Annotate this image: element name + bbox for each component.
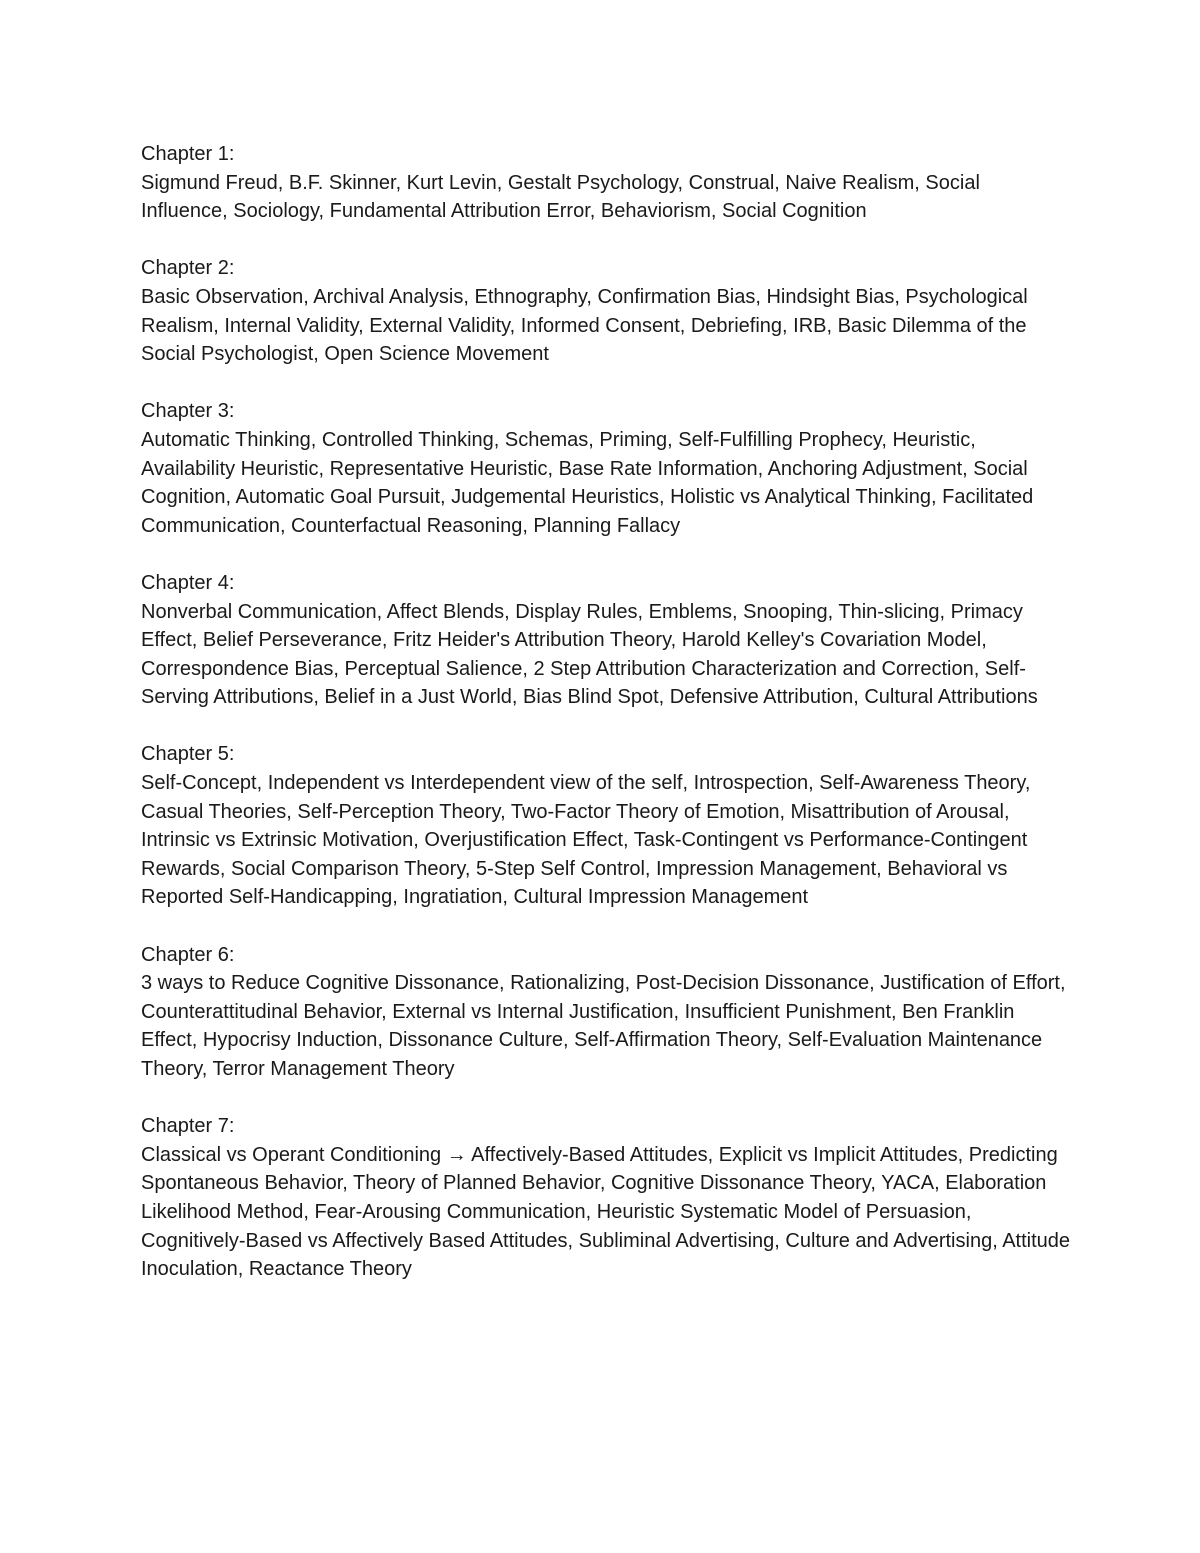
chapter-4-heading: Chapter 4: bbox=[141, 571, 235, 594]
chapter-6-section bbox=[141, 941, 1071, 1084]
chapter-5-section bbox=[141, 740, 1071, 912]
chapter-3-heading: Chapter 3: bbox=[141, 400, 235, 423]
chapter-2-terms: Basic Observation, Archival Analysis, Ethnography, Confirmation Bias, Hindsight Bias, Psychological Realism, Internal Validity, External Validity, Informed Consent, Debriefing, IRB, Basic Dilemma of the Social Psychologist, Open Science Movement bbox=[141, 285, 1028, 366]
chapter-3-terms: Automatic Thinking, Controlled Thinking, Schemas, Priming, Self-Fulfilling Prophecy, Heuristic, Availability Heuristic, Representative Heuristic, Base Rate Information, Anchoring Adjustment, Social Cognition, Automatic Goal Pursuit, Judgemental Heuristics, Holistic vs Analytical Thinking, Facilitated Communication, Counterfactual Reasoning, Planning Fallacy bbox=[141, 428, 1034, 537]
chapter-4-terms: Nonverbal Communication, Affect Blends, Display Rules, Emblems, Snooping, Thin-slicing, Primacy Effect, Belief Perseverance, Fritz Heider's Attribution Theory, Harold Kelley's Covariation Model, Correspondence Bias, Perceptual Salience, 2 Step Attribution Characterization and Correction, Self-Serving Attributions, Belief in a Just World, Bias Blind Spot, Defensive Attribution, Cultural Attributions bbox=[141, 600, 1038, 709]
chapter-4-section bbox=[141, 569, 1071, 712]
chapter-2-heading: Chapter 2: bbox=[141, 257, 235, 280]
chapter-3-section bbox=[141, 397, 1071, 540]
chapter-6-heading: Chapter 6: bbox=[141, 943, 235, 966]
chapter-6-terms: 3 ways to Reduce Cognitive Dissonance, Rationalizing, Post-Decision Dissonance, Justification of Effort, Counterattitudinal Behavior, External vs Internal Justification, Insufficient Punishment, Ben Franklin Effect, Hypocrisy Induction, Dissonance Culture, Self-Affirmation Theory, Self-Evaluation Maintenance Theory, Terror Management Theory bbox=[141, 972, 1066, 1080]
chapter-7-section bbox=[141, 1112, 1071, 1284]
chapter-1-section bbox=[141, 140, 1071, 226]
chapter-1-terms: Sigmund Freud, B.F. Skinner, Kurt Levin, Gestalt Psychology, Construal, Naive Realism, Social Influence, Sociology, Fundamental Attribution Error, Behaviorism, Social Cognition bbox=[141, 171, 980, 223]
chapter-2-section bbox=[141, 254, 1071, 368]
document-body bbox=[141, 140, 1071, 1312]
chapter-5-terms: Self-Concept, Independent vs Interdependent view of the self, Introspection, Self-Awareness Theory, Casual Theories, Self-Perception Theory, Two-Factor Theory of Emotion, Misattribution of Arousal, Intrinsic vs Extrinsic Motivation, Overjustification Effect, Task-Contingent vs Performance-Contingent Rewards, Social Comparison Theory, 5-Step Self Control, Impression Management, Behavioral vs Reported Self-Handicapping, Ingratiation, Cultural Impression Management bbox=[141, 772, 1031, 909]
chapter-7-heading: Chapter 7: bbox=[141, 1115, 235, 1138]
chapter-1-heading: Chapter 1: bbox=[141, 143, 235, 165]
chapter-7-terms: Classical vs Operant Conditioning → Affectively-Based Attitudes, Explicit vs Implicit Attitudes, Predicting Spontaneous Behavior, Theory of Planned Behavior, Cognitive Dissonance Theory, YACA, Elaboration Likelihood Method, Fear-Arousing Communication, Heuristic Systematic Model of Persuasion, Cognitively-Based vs Affectively Based Attitudes, Subliminal Advertising, Culture and Advertising, Attitude Inoculation, Reactance Theory bbox=[141, 1143, 1071, 1281]
chapter-5-heading: Chapter 5: bbox=[141, 743, 235, 766]
